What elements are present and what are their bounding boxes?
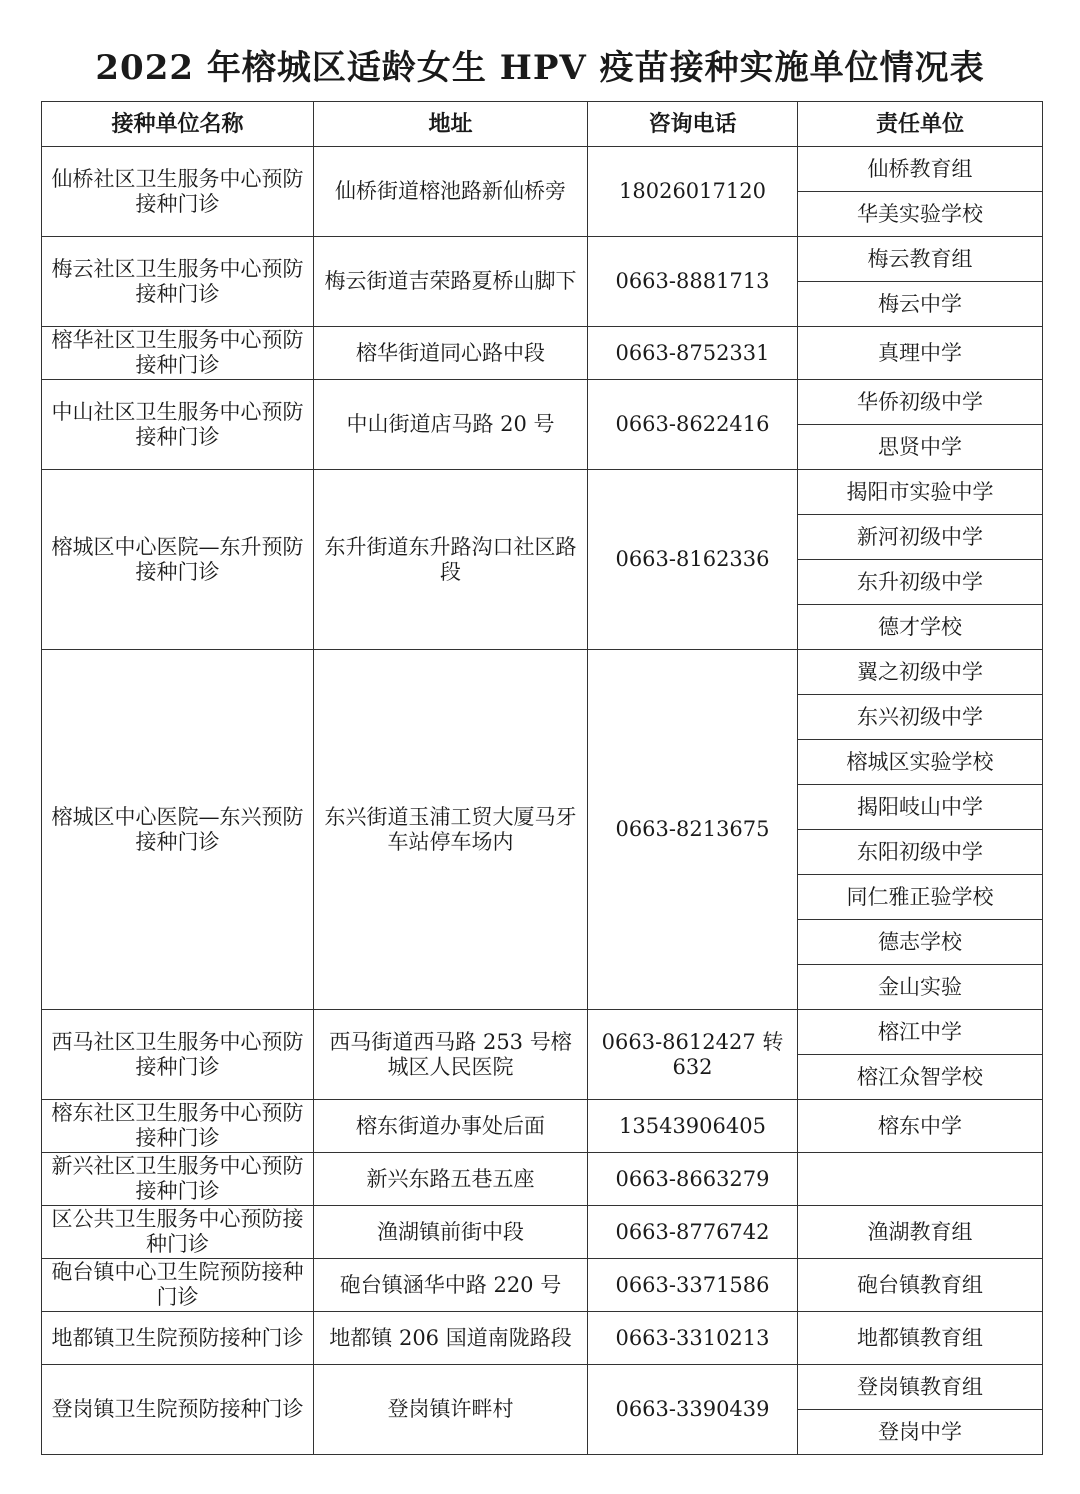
unit-cell: 榕东社区卫生服务中心预防接种门诊	[42, 1100, 314, 1153]
header-address: 地址	[314, 102, 588, 147]
phone-cell: 0663-3390439	[588, 1365, 798, 1455]
responsible-cell: 真理中学	[798, 327, 1043, 380]
address-cell: 西马街道西马路 253 号榕城区人民医院	[314, 1010, 588, 1100]
responsible-cell: 榕城区实验学校	[798, 740, 1043, 785]
unit-cell: 西马社区卫生服务中心预防接种门诊	[42, 1010, 314, 1100]
table-row	[42, 1153, 1043, 1206]
address-cell: 地都镇 206 国道南陇路段	[314, 1312, 588, 1365]
responsible-cell: 揭阳市实验中学	[798, 470, 1043, 515]
responsible-cell: 新河初级中学	[798, 515, 1043, 560]
unit-cell: 新兴社区卫生服务中心预防接种门诊	[42, 1153, 314, 1206]
phone-cell: 0663-8752331	[588, 327, 798, 380]
table-row	[42, 1100, 1043, 1153]
phone-cell: 18026017120	[588, 147, 798, 237]
table-row	[42, 237, 1043, 282]
table-row	[42, 470, 1043, 515]
table-row	[42, 147, 1043, 192]
unit-cell: 梅云社区卫生服务中心预防接种门诊	[42, 237, 314, 327]
phone-cell: 0663-8213675	[588, 650, 798, 1010]
header-phone: 咨询电话	[588, 102, 798, 147]
responsible-cell: 榕江众智学校	[798, 1055, 1043, 1100]
phone-cell: 0663-3371586	[588, 1259, 798, 1312]
responsible-cell: 华美实验学校	[798, 192, 1043, 237]
unit-cell: 砲台镇中心卫生院预防接种门诊	[42, 1259, 314, 1312]
address-cell: 新兴东路五巷五座	[314, 1153, 588, 1206]
phone-cell: 0663-8162336	[588, 470, 798, 650]
table-row	[42, 327, 1043, 380]
responsible-cell: 登岗镇教育组	[798, 1365, 1043, 1410]
responsible-cell: 金山实验	[798, 965, 1043, 1010]
responsible-cell: 德才学校	[798, 605, 1043, 650]
address-cell: 中山街道店马路 20 号	[314, 380, 588, 470]
responsible-cell: 思贤中学	[798, 425, 1043, 470]
address-cell: 榕东街道办事处后面	[314, 1100, 588, 1153]
responsible-cell: 地都镇教育组	[798, 1312, 1043, 1365]
phone-cell: 0663-8612427 转 632	[588, 1010, 798, 1100]
phone-cell: 0663-3310213	[588, 1312, 798, 1365]
unit-cell: 地都镇卫生院预防接种门诊	[42, 1312, 314, 1365]
address-cell: 榕华街道同心路中段	[314, 327, 588, 380]
phone-cell: 0663-8881713	[588, 237, 798, 327]
responsible-cell: 登岗中学	[798, 1410, 1043, 1455]
unit-cell: 仙桥社区卫生服务中心预防接种门诊	[42, 147, 314, 237]
address-cell: 渔湖镇前街中段	[314, 1206, 588, 1259]
responsible-cell: 德志学校	[798, 920, 1043, 965]
unit-cell: 榕城区中心医院—东兴预防接种门诊	[42, 650, 314, 1010]
address-cell: 梅云街道吉荣路夏桥山脚下	[314, 237, 588, 327]
phone-cell: 0663-8776742	[588, 1206, 798, 1259]
address-cell: 东兴街道玉浦工贸大厦马牙车站停车场内	[314, 650, 588, 1010]
table-row	[42, 1312, 1043, 1365]
address-cell: 砲台镇涵华中路 220 号	[314, 1259, 588, 1312]
responsible-cell: 砲台镇教育组	[798, 1259, 1043, 1312]
header-unit: 接种单位名称	[42, 102, 314, 147]
responsible-cell: 榕江中学	[798, 1010, 1043, 1055]
responsible-cell: 梅云中学	[798, 282, 1043, 327]
responsible-cell	[798, 1153, 1043, 1206]
table-header-row	[42, 102, 1043, 147]
responsible-cell: 梅云教育组	[798, 237, 1043, 282]
header-responsible: 责任单位	[798, 102, 1043, 147]
responsible-cell: 东兴初级中学	[798, 695, 1043, 740]
unit-cell: 中山社区卫生服务中心预防接种门诊	[42, 380, 314, 470]
page-title: 2022 年榕城区适龄女生 HPV 疫苗接种实施单位情况表	[95, 48, 985, 88]
phone-cell: 13543906405	[588, 1100, 798, 1153]
address-cell: 登岗镇许畔村	[314, 1365, 588, 1455]
table-row	[42, 1206, 1043, 1259]
responsible-cell: 翼之初级中学	[798, 650, 1043, 695]
responsible-cell: 榕东中学	[798, 1100, 1043, 1153]
responsible-cell: 揭阳岐山中学	[798, 785, 1043, 830]
responsible-cell: 渔湖教育组	[798, 1206, 1043, 1259]
unit-cell: 登岗镇卫生院预防接种门诊	[42, 1365, 314, 1455]
table-row	[42, 380, 1043, 425]
responsible-cell: 华侨初级中学	[798, 380, 1043, 425]
unit-cell: 区公共卫生服务中心预防接种门诊	[42, 1206, 314, 1259]
unit-cell: 榕城区中心医院—东升预防接种门诊	[42, 470, 314, 650]
phone-cell: 0663-8622416	[588, 380, 798, 470]
responsible-cell: 仙桥教育组	[798, 147, 1043, 192]
vaccination-sites-table	[41, 101, 1043, 1455]
table-row	[42, 1259, 1043, 1312]
table-row	[42, 1365, 1043, 1410]
table-row	[42, 1010, 1043, 1055]
address-cell: 仙桥街道榕池路新仙桥旁	[314, 147, 588, 237]
unit-cell: 榕华社区卫生服务中心预防接种门诊	[42, 327, 314, 380]
table-row	[42, 650, 1043, 695]
responsible-cell: 东阳初级中学	[798, 830, 1043, 875]
phone-cell: 0663-8663279	[588, 1153, 798, 1206]
responsible-cell: 东升初级中学	[798, 560, 1043, 605]
responsible-cell: 同仁雅正验学校	[798, 875, 1043, 920]
address-cell: 东升街道东升路沟口社区路段	[314, 470, 588, 650]
